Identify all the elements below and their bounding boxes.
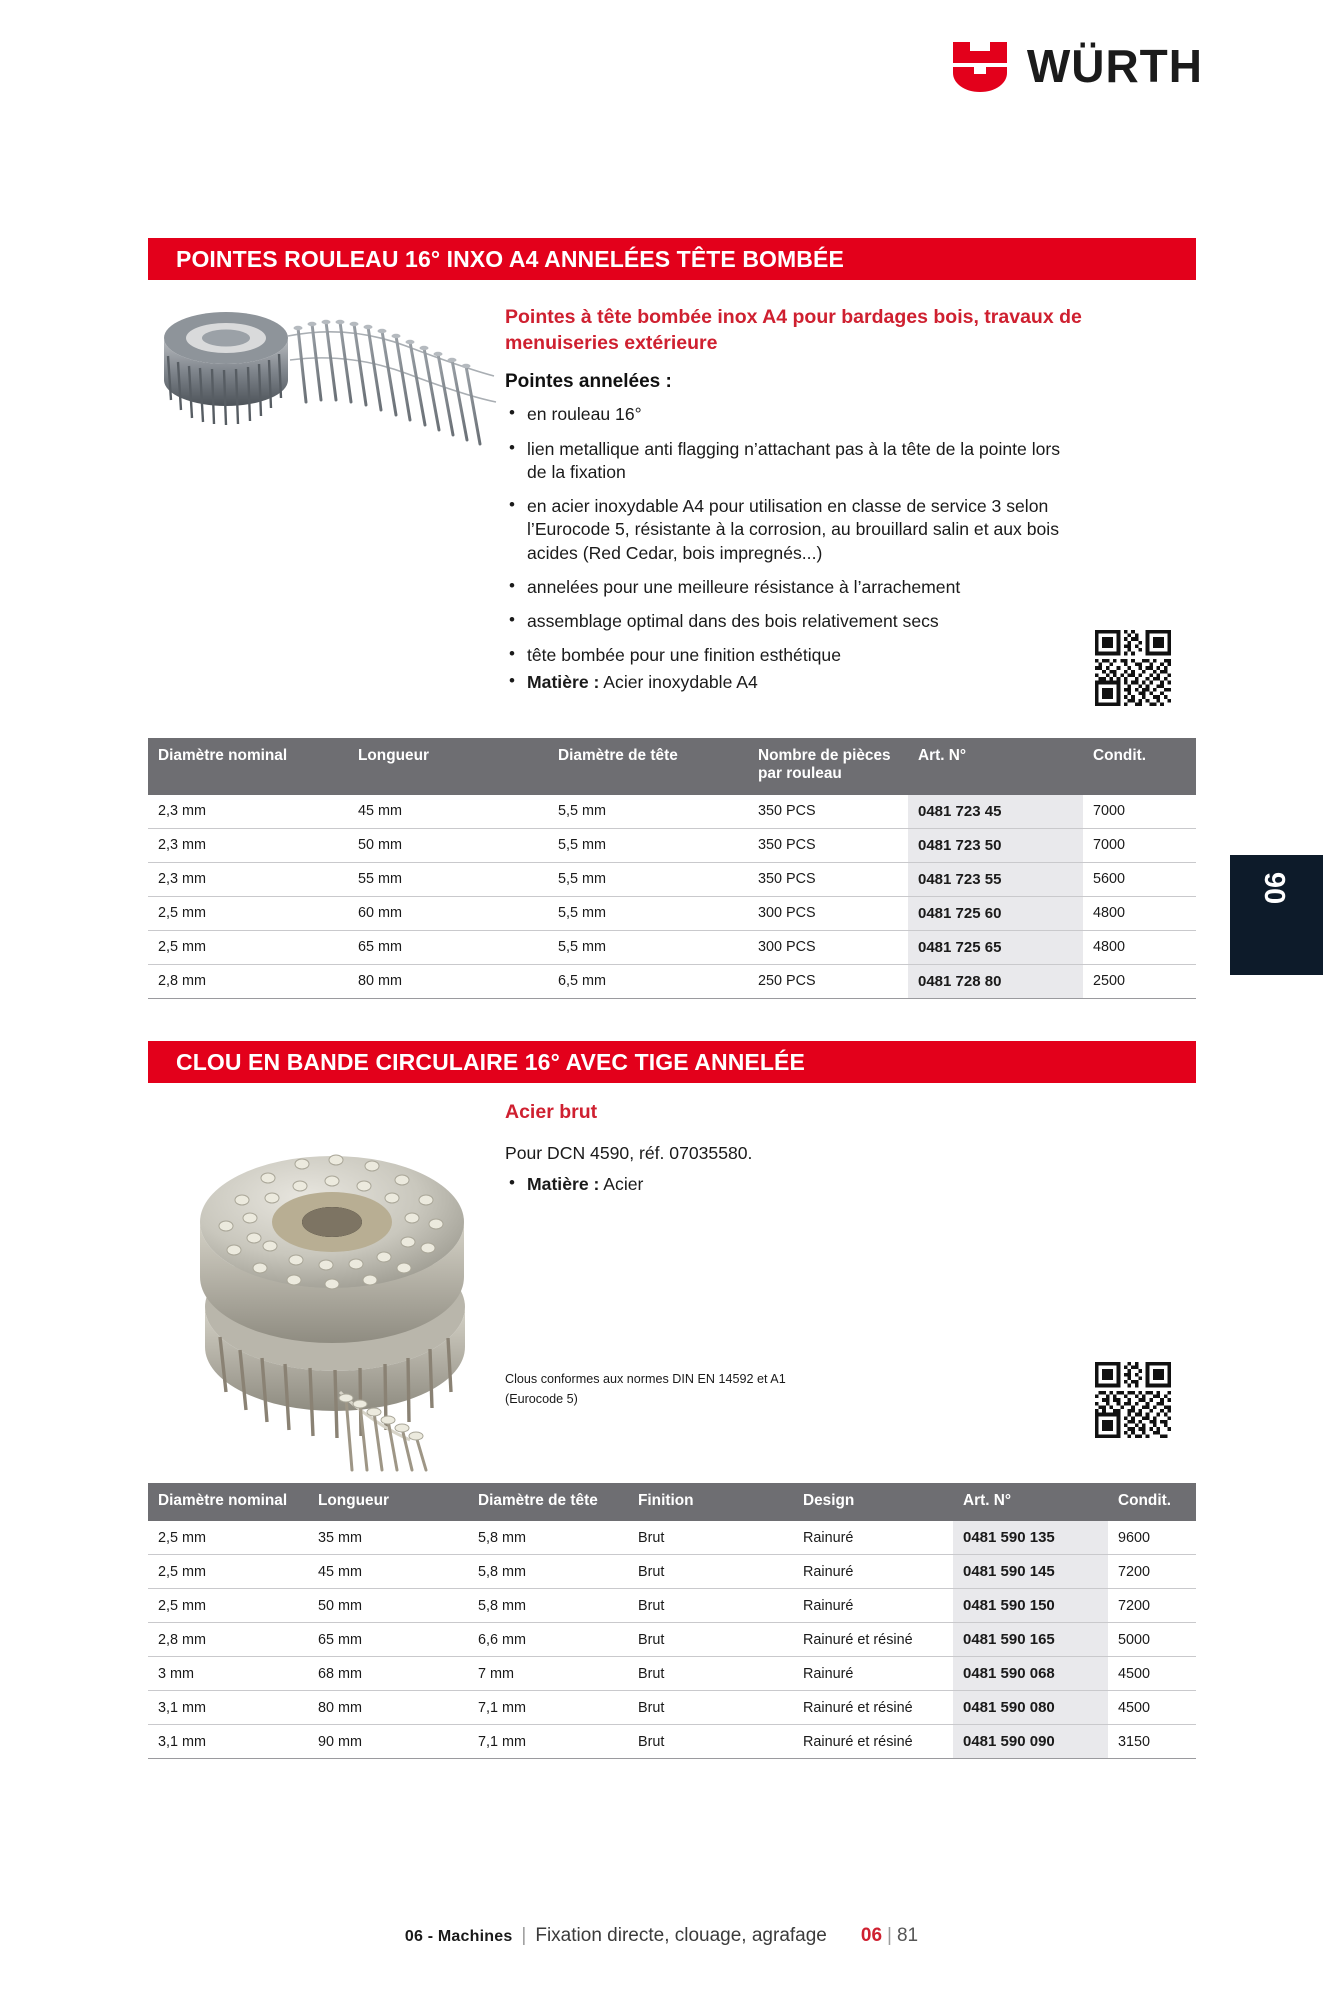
coil-nails-illustration-2	[160, 1092, 500, 1472]
section-1-subhead: Pointes annelées :	[505, 371, 672, 393]
footer-chapter: 06 - Machines	[404, 1928, 513, 1945]
table-body	[148, 1521, 1196, 1759]
table-row	[148, 896, 1196, 930]
cell-diametre-tete: 5,5 mm	[548, 896, 748, 930]
cell-longueur: 80 mm	[348, 964, 548, 998]
cell-longueur: 60 mm	[348, 896, 548, 930]
cell-art-no[interactable]: 0481 728 80	[908, 964, 1083, 998]
cell-design: Rainuré	[793, 1589, 953, 1623]
cell-diametre: 2,5 mm	[148, 1521, 308, 1555]
cell-diametre: 2,3 mm	[148, 828, 348, 862]
section-2-feature-list	[505, 1173, 1105, 1196]
cell-design: Rainuré	[793, 1521, 953, 1555]
material-label: Matière :	[527, 672, 600, 693]
cell-diametre: 2,3 mm	[148, 862, 348, 896]
cell-art-no[interactable]: 0481 723 50	[908, 828, 1083, 862]
col-diametre-tete: Diamètre de tête	[548, 738, 748, 795]
cell-design: Rainuré	[793, 1657, 953, 1691]
col-diametre-nominal: Diamètre nominal	[148, 738, 348, 795]
cell-design: Rainuré et résiné	[793, 1725, 953, 1759]
cell-art-no[interactable]: 0481 590 165	[953, 1623, 1108, 1657]
cell-condit: 9600	[1108, 1521, 1196, 1555]
cell-diametre-tete: 7,1 mm	[468, 1725, 628, 1759]
cell-art-no[interactable]: 0481 590 068	[953, 1657, 1108, 1691]
cell-condit: 7200	[1108, 1555, 1196, 1589]
table-row	[148, 1521, 1196, 1555]
cell-diametre: 2,5 mm	[148, 930, 348, 964]
cell-longueur: 65 mm	[348, 930, 548, 964]
table-row	[148, 1691, 1196, 1725]
table-row	[148, 1623, 1196, 1657]
table-row	[148, 828, 1196, 862]
section-1-band	[148, 238, 1196, 280]
qr-code-icon	[1095, 630, 1171, 706]
brand-name: WÜRTH	[1026, 40, 1203, 92]
footer-page-separator: |	[887, 1925, 892, 1946]
cell-diametre: 3,1 mm	[148, 1691, 308, 1725]
section-1-copy	[505, 305, 1195, 706]
material-label: Matière :	[527, 1174, 600, 1195]
section-2-title: CLOU EN BANDE CIRCULAIRE 16° AVEC TIGE ANNELÉE	[176, 1048, 805, 1075]
list-item-material	[505, 671, 1065, 694]
cell-condit: 4500	[1108, 1657, 1196, 1691]
cell-condit: 5600	[1083, 862, 1196, 896]
list-item: • lien metallique anti flagging n’attachant pas à la tête de la pointe lors de la fixation	[505, 438, 1065, 484]
table-row	[148, 1555, 1196, 1589]
cell-art-no[interactable]: 0481 723 45	[908, 795, 1083, 829]
cell-longueur: 45 mm	[308, 1555, 468, 1589]
table-head	[148, 1483, 1196, 1521]
footer-separator: |	[521, 1925, 527, 1946]
cell-condit: 4800	[1083, 930, 1196, 964]
cell-art-no[interactable]: 0481 590 090	[953, 1725, 1108, 1759]
cell-nombre: 350 PCS	[748, 862, 908, 896]
cell-diametre-tete: 7 mm	[468, 1657, 628, 1691]
table-row	[148, 795, 1196, 829]
cell-finition: Brut	[628, 1589, 793, 1623]
cell-diametre-tete: 5,5 mm	[548, 828, 748, 862]
col-diametre-tete: Diamètre de tête	[468, 1483, 628, 1521]
cell-diametre-tete: 5,8 mm	[468, 1589, 628, 1623]
table-row	[148, 1589, 1196, 1623]
list-item: • en rouleau 16°	[505, 403, 1065, 426]
table-row	[148, 1657, 1196, 1691]
wurth-logo-icon	[951, 38, 1009, 94]
list-item: • annelées pour une meilleure résistance à l’arrachement	[505, 576, 1065, 599]
cell-diametre-tete: 7,1 mm	[468, 1691, 628, 1725]
cell-nombre: 250 PCS	[748, 964, 908, 998]
col-condit: Condit.	[1108, 1483, 1196, 1521]
cell-diametre-tete: 6,6 mm	[468, 1623, 628, 1657]
cell-nombre: 300 PCS	[748, 930, 908, 964]
section-2-band	[148, 1041, 1196, 1083]
cell-design: Rainuré et résiné	[793, 1691, 953, 1725]
cell-art-no[interactable]: 0481 723 55	[908, 862, 1083, 896]
spec-table-2	[148, 1483, 1196, 1759]
cell-diametre-tete: 6,5 mm	[548, 964, 748, 998]
cell-art-no[interactable]: 0481 725 60	[908, 896, 1083, 930]
cell-diametre: 2,3 mm	[148, 795, 348, 829]
product-image-2	[160, 1092, 500, 1472]
table-head	[148, 738, 1196, 795]
coil-nails-illustration-1	[148, 292, 498, 452]
col-art-no: Art. N°	[953, 1483, 1108, 1521]
list-item: • assemblage optimal dans des bois relativement secs	[505, 610, 1065, 633]
cell-art-no[interactable]: 0481 590 150	[953, 1589, 1108, 1623]
col-condit: Condit.	[1083, 738, 1196, 795]
cell-finition: Brut	[628, 1623, 793, 1657]
chapter-side-tab-label: 06	[1260, 871, 1292, 905]
material-value: Acier inoxydable A4	[603, 672, 758, 693]
cell-finition: Brut	[628, 1521, 793, 1555]
section-1-lead: Pointes à tête bombée inox A4 pour bardages bois, travaux de menuiseries extérieure	[505, 306, 1082, 354]
table-header-row	[148, 1483, 1196, 1521]
cell-finition: Brut	[628, 1555, 793, 1589]
col-longueur: Longueur	[308, 1483, 468, 1521]
cell-art-no[interactable]: 0481 725 65	[908, 930, 1083, 964]
breadcrumb: Fixation directe, clouage, agrafage	[535, 1925, 827, 1946]
chapter-side-tab	[1230, 855, 1323, 975]
cell-nombre: 350 PCS	[748, 828, 908, 862]
cell-design: Rainuré et résiné	[793, 1623, 953, 1657]
table-row	[148, 964, 1196, 998]
qr-code-icon	[1095, 1362, 1171, 1438]
table-header-row	[148, 738, 1196, 795]
cell-design: Rainuré	[793, 1555, 953, 1589]
cell-condit: 4800	[1083, 896, 1196, 930]
cell-condit: 3150	[1108, 1725, 1196, 1759]
cell-diametre-tete: 5,5 mm	[548, 930, 748, 964]
cell-longueur: 90 mm	[308, 1725, 468, 1759]
cell-longueur: 80 mm	[308, 1691, 468, 1725]
section-1-title: POINTES ROULEAU 16° INXO A4 ANNELÉES TÊTE BOMBÉE	[176, 245, 844, 272]
col-nombre-pieces: Nombre de pièces par rouleau	[748, 738, 908, 795]
col-finition: Finition	[628, 1483, 793, 1521]
section-2-lead: Acier brut	[505, 1101, 598, 1123]
cell-diametre: 2,5 mm	[148, 1555, 308, 1589]
col-design: Design	[793, 1483, 953, 1521]
cell-diametre: 3,1 mm	[148, 1725, 308, 1759]
product-image-1	[148, 292, 498, 452]
norm-note-line-2: (Eurocode 5)	[505, 1391, 578, 1406]
qr-code-2[interactable]	[1095, 1362, 1171, 1438]
section-1-feature-list	[505, 403, 1195, 694]
table-row	[148, 1725, 1196, 1759]
cell-condit: 5000	[1108, 1623, 1196, 1657]
cell-longueur: 45 mm	[348, 795, 548, 829]
list-item: • tête bombée pour une finition esthétique	[505, 644, 1065, 667]
footer-page-chapter: 06	[860, 1925, 883, 1946]
cell-condit: 4500	[1108, 1691, 1196, 1725]
material-value: Acier	[603, 1174, 644, 1195]
cell-diametre-tete: 5,5 mm	[548, 795, 748, 829]
footer-page-number: 81	[896, 1925, 919, 1946]
cell-art-no[interactable]: 0481 590 135	[953, 1521, 1108, 1555]
qr-code-1[interactable]	[1095, 630, 1171, 706]
cell-diametre-tete: 5,8 mm	[468, 1521, 628, 1555]
cell-finition: Brut	[628, 1725, 793, 1759]
cell-diametre: 2,5 mm	[148, 896, 348, 930]
cell-longueur: 50 mm	[348, 828, 548, 862]
cell-condit: 7000	[1083, 795, 1196, 829]
cell-art-no[interactable]: 0481 590 145	[953, 1555, 1108, 1589]
list-item: • en acier inoxydable A4 pour utilisation en classe de service 3 selon l’Eurocode 5, résistante à la corrosion, au brouillard salin et aux bois acides (Red Cedar, bois impregnés...)	[505, 495, 1065, 565]
table-body	[148, 795, 1196, 999]
norm-note	[505, 1370, 786, 1409]
section-2-reference: Pour DCN 4590, réf. 07035580.	[505, 1142, 753, 1163]
cell-diametre-tete: 5,8 mm	[468, 1555, 628, 1589]
col-diametre-nominal: Diamètre nominal	[148, 1483, 308, 1521]
cell-longueur: 55 mm	[348, 862, 548, 896]
cell-longueur: 65 mm	[308, 1623, 468, 1657]
section-2-copy	[505, 1100, 1105, 1200]
cell-nombre: 300 PCS	[748, 896, 908, 930]
table-row	[148, 930, 1196, 964]
spec-table-1	[148, 738, 1196, 999]
cell-finition: Brut	[628, 1691, 793, 1725]
brand-header	[951, 38, 1203, 94]
col-longueur: Longueur	[348, 738, 548, 795]
list-item-material	[505, 1173, 1065, 1196]
cell-longueur: 35 mm	[308, 1521, 468, 1555]
cell-condit: 2500	[1083, 964, 1196, 998]
cell-diametre: 2,8 mm	[148, 964, 348, 998]
cell-condit: 7200	[1108, 1589, 1196, 1623]
page-footer	[0, 1925, 1323, 1947]
cell-art-no[interactable]: 0481 590 080	[953, 1691, 1108, 1725]
cell-longueur: 50 mm	[308, 1589, 468, 1623]
table-row	[148, 862, 1196, 896]
cell-longueur: 68 mm	[308, 1657, 468, 1691]
cell-diametre: 2,8 mm	[148, 1623, 308, 1657]
col-art-no: Art. N°	[908, 738, 1083, 795]
norm-note-line-1: Clous conformes aux normes DIN EN 14592 et A1	[505, 1372, 786, 1386]
cell-diametre-tete: 5,5 mm	[548, 862, 748, 896]
cell-finition: Brut	[628, 1657, 793, 1691]
cell-nombre: 350 PCS	[748, 795, 908, 829]
cell-condit: 7000	[1083, 828, 1196, 862]
cell-diametre: 3 mm	[148, 1657, 308, 1691]
cell-diametre: 2,5 mm	[148, 1589, 308, 1623]
